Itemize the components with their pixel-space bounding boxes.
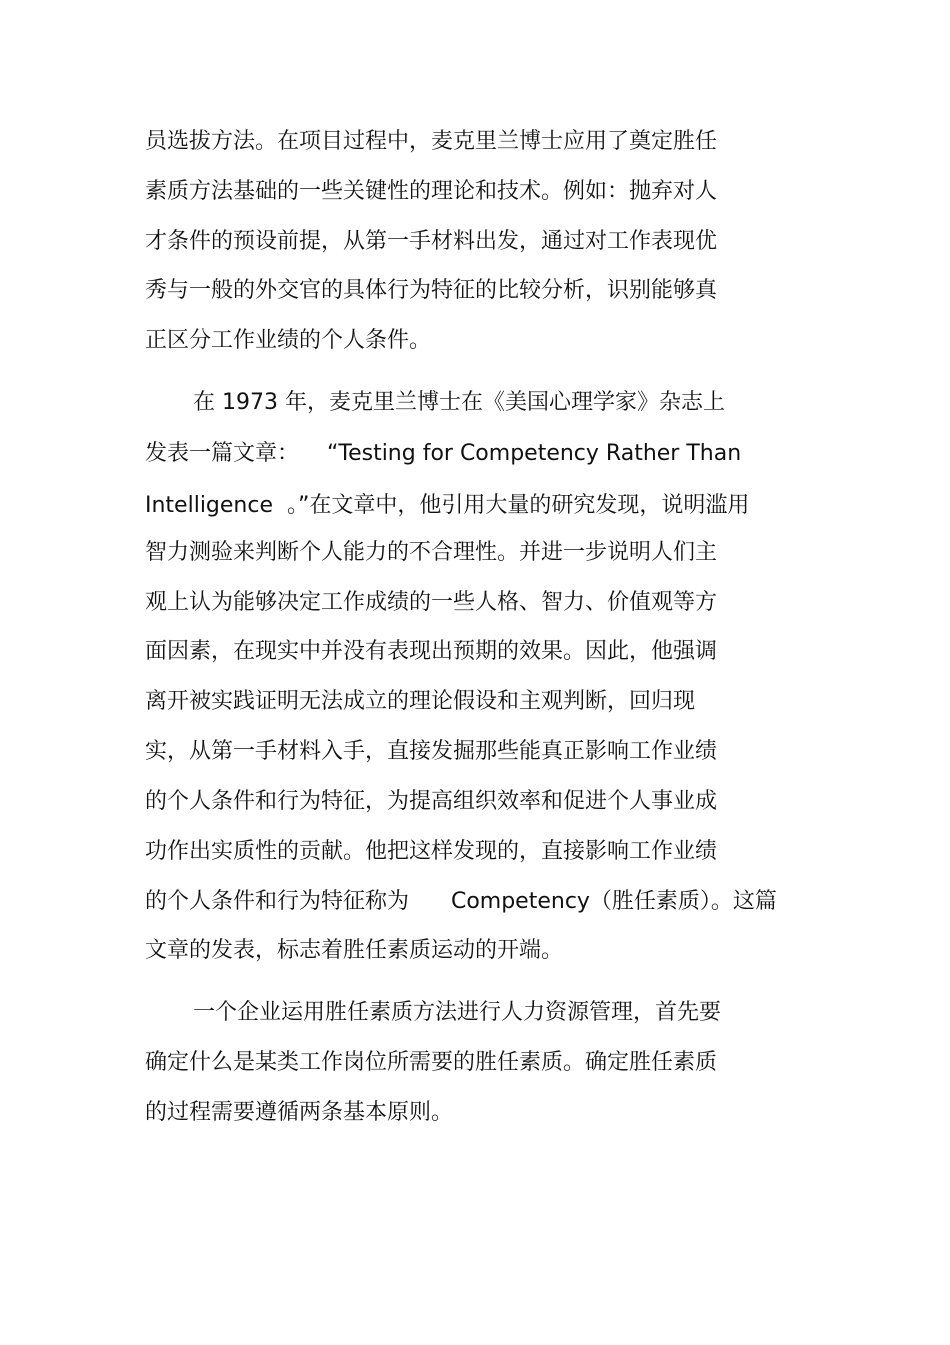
text-line: 才条件的预设前提，从第一手材料出发，通过对工作表现优 bbox=[145, 229, 718, 254]
text-line: 发表一篇文章： “Testing for Competency Rather Than bbox=[145, 441, 742, 466]
text-line: 离开被实践证明无法成立的理论假设和主观判断，回归现 bbox=[145, 689, 696, 714]
text-line: 文章的发表，标志着胜任素质运动的开端。 bbox=[145, 938, 564, 963]
text-line: 员选拔方法。在项目过程中，麦克里兰博士应用了奠定胜任 bbox=[145, 129, 718, 154]
text-line: 面因素，在现实中并没有表现出预期的效果。因此，他强调 bbox=[145, 639, 718, 664]
text-line: 的过程需要遵循两条基本原则。 bbox=[145, 1100, 454, 1125]
text-line: 观上认为能够决定工作成绩的一些人格、智力、价值观等方 bbox=[145, 590, 718, 615]
text-line: 确定什么是某类工作岗位所需要的胜任素质。确定胜任素质 bbox=[145, 1050, 718, 1075]
text-line: 素质方法基础的一些关键性的理论和技术。例如：抛弃对人 bbox=[145, 179, 718, 204]
text-line: 的个人条件和行为特征，为提高组织效率和促进个人事业成 bbox=[145, 789, 718, 814]
text-line: 秀与一般的外交官的具体行为特征的比较分析，识别能够真 bbox=[145, 278, 718, 303]
text-line: 智力测验来判断个人能力的不合理性。并进一步说明人们主 bbox=[145, 540, 718, 565]
text-line: 的个人条件和行为特征称为 Competency（胜任素质）。这篇 bbox=[145, 889, 777, 914]
text-line: 功作出实质性的贡献。他把这样发现的，直接影响工作业绩 bbox=[145, 839, 718, 864]
text-line: 在 1973 年，麦克里兰博士在《美国心理学家》杂志上 bbox=[193, 390, 725, 415]
text-line: Intelligence 。”在文章中，他引用大量的研究发现，说明滥用 bbox=[145, 493, 750, 518]
text-line: 实，从第一手材料入手，直接发掘那些能真正影响工作业绩 bbox=[145, 739, 718, 764]
text-line: 正区分工作业绩的个人条件。 bbox=[145, 328, 432, 353]
text-line: 一个企业运用胜任素质方法进行人力资源管理，首先要 bbox=[193, 1000, 722, 1025]
